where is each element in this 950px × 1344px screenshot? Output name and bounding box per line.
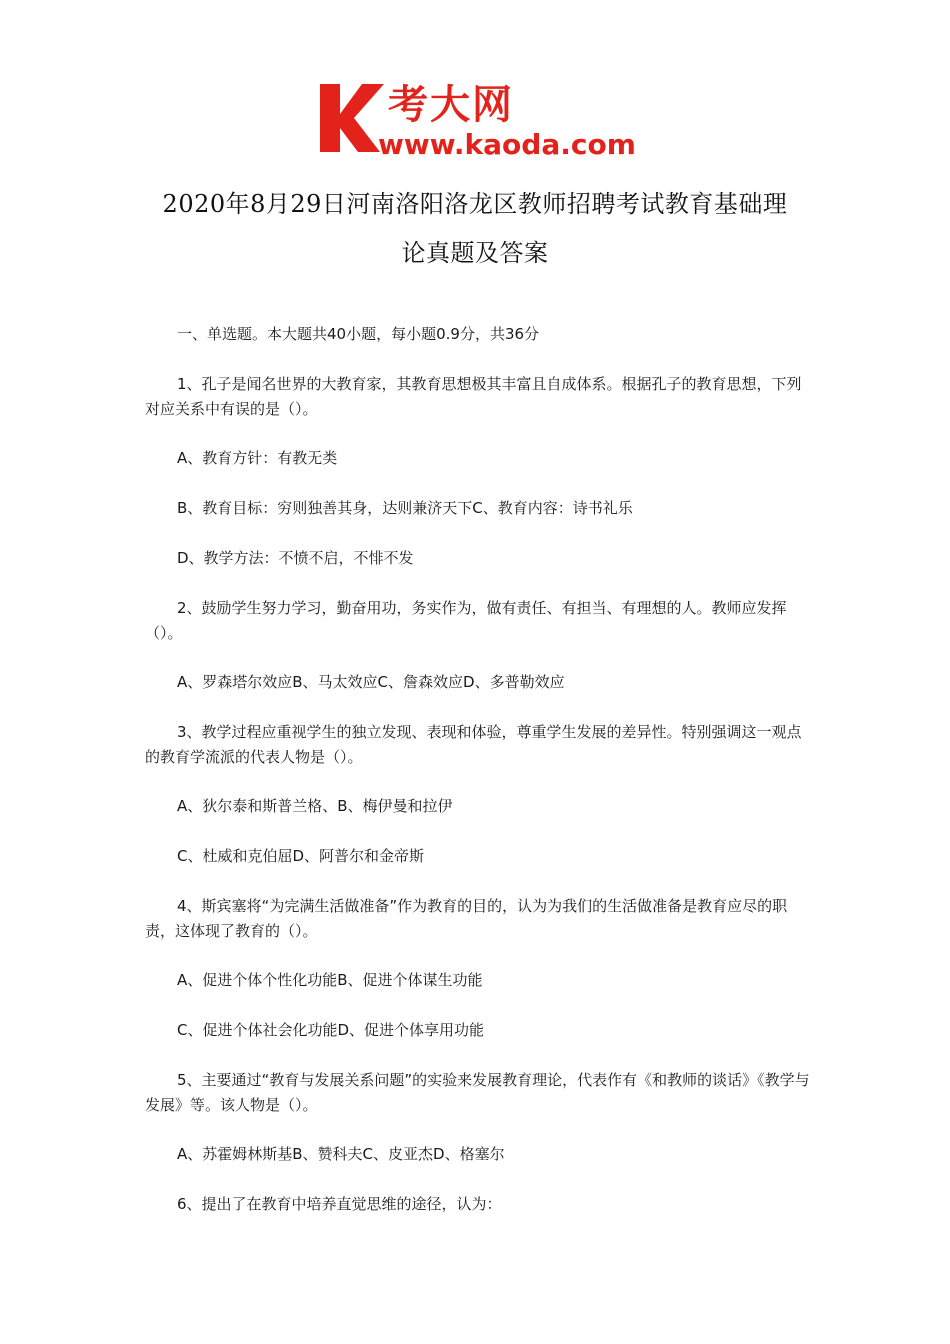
section-heading: 一、单选题。本大题共40小题，每小题0.9分，共36分 xyxy=(177,325,540,343)
question-5: 5、主要通过“教育与发展关系问题”的实验来发展教育理论，代表作有《和教师的谈话》《教学与发展》等。该人物是（）。 xyxy=(145,1071,810,1114)
logo-brand-text: 考大网 xyxy=(388,82,514,128)
logo-k-mark xyxy=(320,84,384,152)
question-6: 6、提出了在教育中培养直觉思维的途径，认为： xyxy=(177,1195,502,1213)
kaoda-logo-graphic xyxy=(318,78,638,160)
question-4-options-c-d: C、促进个体社会化功能D、促进个体享用功能 xyxy=(177,1021,485,1039)
question-3-options-a-b: A、狄尔泰和斯普兰格、B、梅伊曼和拉伊 xyxy=(177,797,453,815)
question-1-options-b-c: B、教育目标：穷则独善其身，达则兼济天下C、教育内容：诗书礼乐 xyxy=(177,499,633,517)
document-title-line-2: 论真题及答案 xyxy=(401,239,549,267)
kaoda-logo xyxy=(318,78,638,160)
document-title-line-1: 2020年8月29日河南洛阳洛龙区教师招聘考试教育基础理 xyxy=(162,190,788,218)
question-4-options-a-b: A、促进个体个性化功能B、促进个体谋生功能 xyxy=(177,971,483,989)
question-1-option-d: D、教学方法：不愤不启，不悱不发 xyxy=(177,549,414,567)
question-1: 1、孔子是闻名世界的大教育家，其教育思想极其丰富且自成体系。根据孔子的教育思想，下列对应关系中有误的是（）。 xyxy=(145,375,802,418)
question-1-option-a: A、教育方针：有教无类 xyxy=(177,449,338,467)
question-5-options: A、苏霍姆林斯基B、赞科夫C、皮亚杰D、格塞尔 xyxy=(177,1145,505,1163)
question-2: 2、鼓励学生努力学习，勤奋用功，务实作为，做有责任、有担当、有理想的人。教师应发挥（）。 xyxy=(145,599,787,642)
question-3-options-c-d: C、杜威和克伯屈D、阿普尔和金帝斯 xyxy=(177,847,425,865)
question-2-options: A、罗森塔尔效应B、马太效应C、詹森效应D、多普勒效应 xyxy=(177,673,565,691)
question-4: 4、斯宾塞将“为完满生活做准备”作为教育的目的，认为为我们的生活做准备是教育应尽的职责，这体现了教育的（）。 xyxy=(145,897,788,940)
logo-domain-text: www.kaoda.com xyxy=(378,128,636,160)
question-3: 3、教学过程应重视学生的独立发现、表现和体验，尊重学生发展的差异性。特别强调这一观点的教育学流派的代表人物是（）。 xyxy=(145,723,802,766)
